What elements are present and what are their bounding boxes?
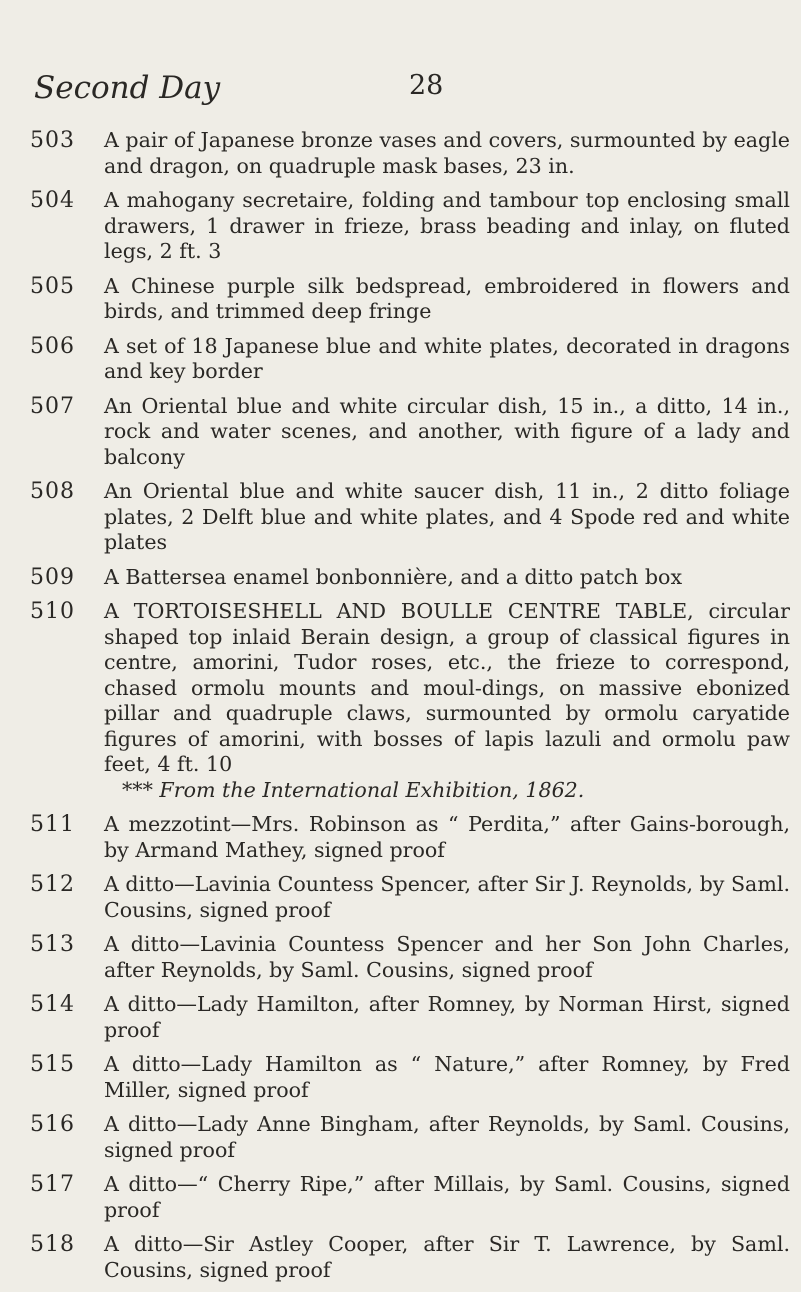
lot-entry <box>30 599 790 803</box>
lot-entry <box>30 479 790 556</box>
section-title: Second Day <box>34 70 221 106</box>
lot-description: A ditto—Lavinia Countess Spencer, after Sir J. Reynolds, by Saml. Cousins, signed proof <box>104 872 790 922</box>
lot-entry <box>30 1172 790 1223</box>
lot-entry <box>30 1112 790 1163</box>
lot-number: 511 <box>30 812 75 837</box>
lot-number: 508 <box>30 479 75 504</box>
lot-entry <box>30 394 790 471</box>
lot-description: A Chinese purple silk bedspread, embroidered in flowers and birds, and trimmed deep fringe <box>104 273 790 323</box>
lot-entry <box>30 812 790 863</box>
lot-number: 513 <box>30 932 75 957</box>
lot-number: 515 <box>30 1052 75 1077</box>
lot-entry <box>30 1232 790 1283</box>
lot-description: A mahogany secretaire, folding and tambour top enclosing small drawers, 1 drawer in frieze, brass beading and inlay, on fluted legs, 2 ft. 3 <box>104 188 790 263</box>
lot-description-text: A TORTOISESHELL AND BOULLE CENTRE TABLE, circular shaped top inlaid Berain design, a group of classical figures in centre, amorini, Tudor roses, etc., the frieze to correspond, chased ormolu mounts and moul-dings, on massive ebonized pillar and quadruple claws, surmounted by ormolu caryatide figures of amorini, with bosses of lapis lazuli and ormolu paw feet, 4 ft. 10 <box>104 599 790 776</box>
lot-entry <box>30 872 790 923</box>
lot-description: A mezzotint—Mrs. Robinson as “ Perdita,” after Gains-borough, by Armand Mathey, signed proof <box>104 812 790 862</box>
lot-entry <box>30 128 790 179</box>
lot-number: 503 <box>30 128 75 153</box>
lot-number: 514 <box>30 992 75 1017</box>
lot-number: 507 <box>30 393 75 419</box>
lot-entry <box>30 188 790 265</box>
lot-number: 517 <box>30 1172 75 1197</box>
lot-description: A ditto—Lavinia Countess Spencer and her Son John Charles, after Reynolds, by Saml. Cousins, signed proof <box>104 932 790 982</box>
lot-number: 509 <box>30 564 75 590</box>
lot-description: A set of 18 Japanese blue and white plates, decorated in dragons and key border <box>104 333 790 383</box>
lot-description: An Oriental blue and white saucer dish, 11 in., 2 ditto foliage plates, 2 Delft blue and white plates, and 4 Spode red and white plates <box>104 479 790 554</box>
page-number: 28 <box>409 70 444 101</box>
lot-entry <box>30 274 790 325</box>
lot-entry <box>30 992 790 1043</box>
lot-entry <box>30 334 790 385</box>
lot-entry <box>30 565 790 591</box>
lot-number: 516 <box>30 1112 75 1137</box>
lot-number: 504 <box>30 188 75 213</box>
lot-description <box>104 599 790 803</box>
lot-number: 518 <box>30 1232 75 1257</box>
lot-description: A ditto—Sir Astley Cooper, after Sir T. Lawrence, by Saml. Cousins, signed proof <box>104 1232 790 1282</box>
lot-number: 512 <box>30 872 75 897</box>
page-header <box>34 70 771 110</box>
lot-description: A ditto—Lady Anne Bingham, after Reynolds, by Saml. Cousins, signed proof <box>104 1112 790 1162</box>
lot-list <box>30 128 790 1292</box>
lot-description: A ditto—“ Cherry Ripe,” after Millais, by Saml. Cousins, signed proof <box>104 1172 790 1222</box>
lot-description: A ditto—Lady Hamilton, after Romney, by Norman Hirst, signed proof <box>104 992 790 1042</box>
lot-description: A pair of Japanese bronze vases and covers, surmounted by eagle and dragon, on quadruple mask bases, 23 in. <box>104 128 790 178</box>
lot-provenance-note: *** From the International Exhibition, 1862. <box>122 777 585 802</box>
lot-entry <box>30 932 790 983</box>
lot-description: A ditto—Lady Hamilton as “ Nature,” after Romney, by Fred Miller, signed proof <box>104 1052 790 1102</box>
lot-number: 505 <box>30 273 75 299</box>
lot-number: 506 <box>30 333 75 359</box>
lot-description: A Battersea enamel bonbonnière, and a ditto patch box <box>104 564 683 589</box>
lot-number: 510 <box>30 599 75 624</box>
lot-entry <box>30 1052 790 1103</box>
lot-description: An Oriental blue and white circular dish, 15 in., a ditto, 14 in., rock and water scenes, and another, with figure of a lady and balcony <box>104 393 790 469</box>
